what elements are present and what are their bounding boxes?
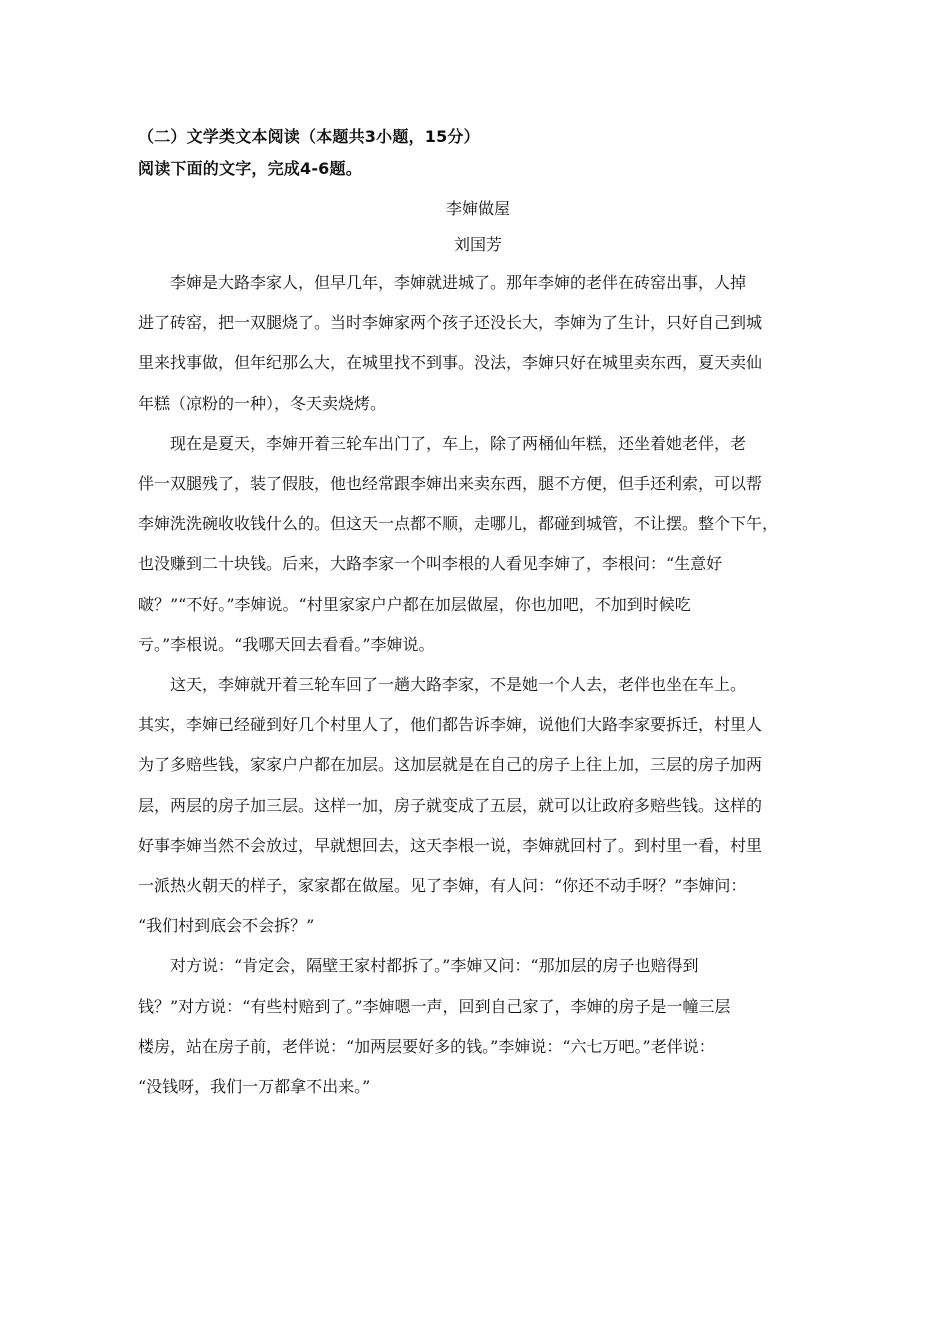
paragraph-line: 李婶洗洗碗收收钱什么的。但这天一点都不顺，走哪儿，都碰到城管，不让摆。整个下午，	[138, 514, 779, 534]
paragraph-line: 一派热火朝天的样子，家家都在做屋。见了李婶，有人问：“你还不动手呀？”李婶问：	[138, 876, 747, 896]
paragraph-line: “我们村到底会不会拆？”	[138, 916, 315, 936]
paragraph-line: 对方说：“肯定会，隔壁王家村都拆了。”李婶又问：“那加层的房子也赔得到	[170, 956, 699, 976]
document-page	[138, 121, 818, 1107]
paragraph-line: 钱？”对方说：“有些村赔到了。”李婶嗯一声，回到自己家了，李婶的房子是一幢三层	[138, 996, 731, 1016]
section-heading: （二）文学类文本阅读（本题共3小题，15分）	[138, 127, 480, 146]
story-paragraph-3	[138, 665, 818, 946]
paragraph-line: 其实，李婶已经碰到好几个村里人了，他们都告诉李婶，说他们大路李家要拆迁，村里人	[138, 715, 763, 735]
paragraph-line: 伴一双腿残了，装了假肢，他也经常跟李婶出来卖东西，腿不方便，但手还利索，可以帮	[138, 474, 763, 494]
paragraph-line: 李婶是大路李家人，但早几年，李婶就进城了。那年李婶的老伴在砖窑出事，人掉	[170, 273, 747, 292]
paragraph-line: “没钱呀，我们一万都拿不出来。”	[138, 1077, 371, 1097]
paragraph-line: 也没赚到二十块钱。后来，大路李家一个叫李根的人看见李婶了，李根问：“生意好	[138, 554, 723, 574]
reading-instruction: 阅读下面的文字，完成4-6题。	[138, 159, 362, 178]
paragraph-line: 这天，李婶就开着三轮车回了一趟大路李家，不是她一个人去，老伴也坐在车上。	[170, 675, 747, 695]
paragraph-line: 现在是夏天，李婶开着三轮车出门了，车上，除了两桶仙年糕，还坐着她老伴，老	[170, 433, 747, 453]
paragraph-line: 为了多赔些钱，家家户户都在加层。这加层就是在自己的房子上往上加，三层的房子加两	[138, 755, 763, 775]
story-paragraph-1	[138, 263, 818, 424]
paragraph-line: 好事李婶当然不会放过，早就想回去，这天李根一说，李婶就回村了。到村里一看，村里	[138, 835, 763, 855]
story-paragraph-2	[138, 424, 818, 665]
paragraph-line: 楼房，站在房子前，老伴说：“加两层要好多的钱。”李婶说：“六七万吧。”老伴说：	[138, 1036, 715, 1056]
paragraph-line: 里来找事做，但年纪那么大，在城里找不到事。没法，李婶只好在城里卖东西，夏天卖仙	[138, 353, 763, 373]
paragraph-line: 年糕（凉粉的一种），冬天卖烧烤。	[138, 393, 387, 413]
paragraph-line: 啵？”“不好。”李婶说。“村里家家户户都在加层做屋，你也加吧，不加到时候吃	[138, 594, 691, 614]
paragraph-line: 亏。”李根说。“我哪天回去看看。”李婶说。	[138, 634, 435, 654]
story-author: 刘国芳	[453, 235, 502, 254]
paragraph-line: 层，两层的房子加三层。这样一加，房子就变成了五层，就可以让政府多赔些钱。这样的	[138, 795, 763, 815]
paragraph-line: 进了砖窑，把一双腿烧了。当时李婶家两个孩子还没长大，李婶为了生计，只好自己到城	[138, 313, 763, 333]
story-paragraph-4	[138, 946, 818, 1107]
story-title: 李婶做屋	[445, 199, 510, 218]
